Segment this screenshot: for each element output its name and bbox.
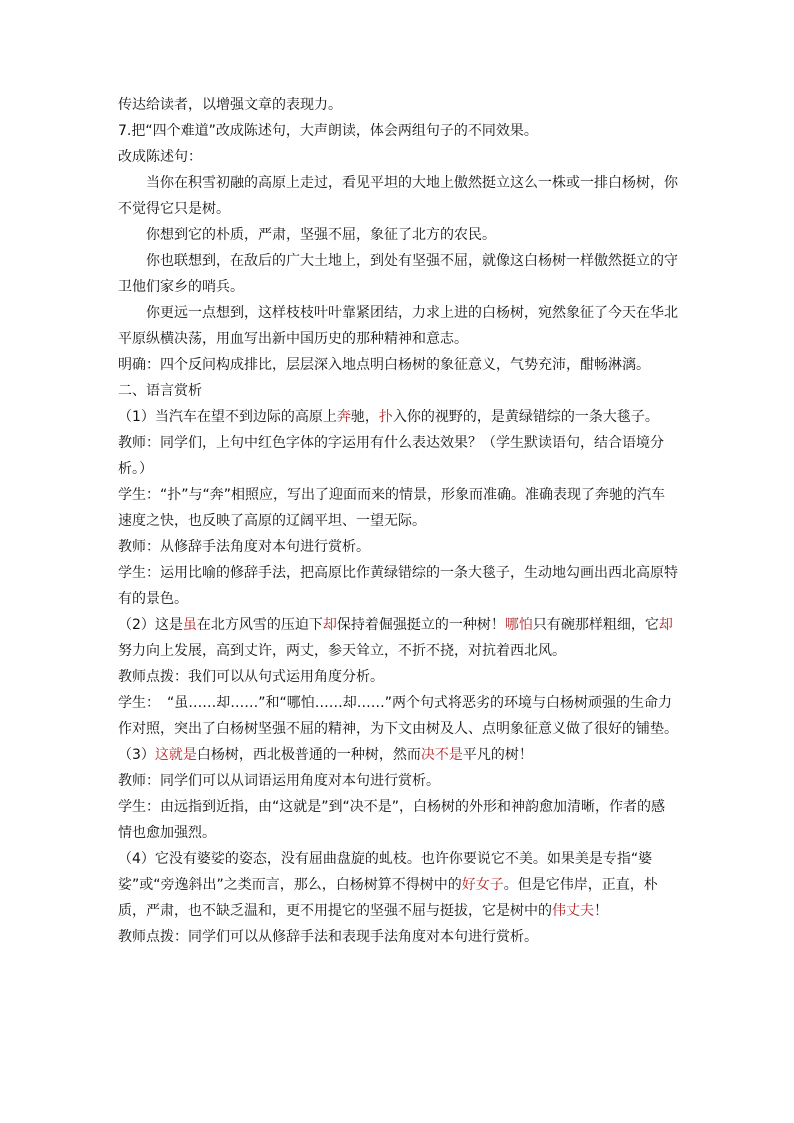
text: 只有碗那样粗细，它 bbox=[532, 617, 659, 633]
highlight-word: 好女子 bbox=[461, 877, 504, 893]
student-line: 学生：“扑”与“奔”相照应，写出了迎面而来的情景，形象而准确。准确表现了奔驰的汽车速度之快，也反映了高原的辽阔平坦、一望无际。 bbox=[118, 487, 666, 529]
text: 驰， bbox=[350, 409, 379, 425]
text: ！ bbox=[594, 903, 608, 919]
example-3 bbox=[118, 742, 678, 768]
section-heading: 二、语言赏析 bbox=[118, 383, 202, 399]
student-line: 学生：由远指到近指，由“这就是”到“决不是”，白杨树的外形和神韵愈加清晰，作者的感情也愈加强烈。 bbox=[118, 799, 666, 841]
text: 。但是它伟岸，正直，朴质，严肃，也不缺乏温和，更不用提它的坚强不屈与挺拔，它是树中的 bbox=[118, 877, 658, 919]
example-4 bbox=[118, 846, 678, 924]
teacher-line: 教师：从修辞手法角度对本句进行赏析。 bbox=[118, 539, 370, 555]
statement-3: 你也联想到，在敌后的广大土地上，到处有坚强不屈，就像这白杨树一样傲然挺立的守卫他们家乡的哨兵。 bbox=[118, 253, 678, 295]
statement-2: 你想到它的朴质，严肃，坚强不屈，象征了北方的农民。 bbox=[146, 227, 496, 243]
section-label: 改成陈述句： bbox=[118, 149, 202, 165]
document-page bbox=[118, 92, 678, 950]
highlight-word: 伟丈夫 bbox=[552, 903, 594, 919]
highlight-word: 扑 bbox=[378, 409, 393, 425]
text: 平凡的树！ bbox=[462, 747, 533, 763]
highlight-word: 这就是 bbox=[154, 747, 197, 763]
student-line: 学生： “虽……却……”和“哪怕……却……”两个句式将恶劣的环境与白杨树顽强的生命力作对照，突出了白杨树坚强不屈的精神，为下文由树及人、点明象征意义做了很好的铺垫。 bbox=[118, 695, 678, 737]
text: 保持着倔强挺立的一种树！ bbox=[336, 617, 505, 633]
conclusion: 明确：四个反问构成排比，层层深入地点明白杨树的象征意义，气势充沛，酣畅淋漓。 bbox=[118, 357, 650, 373]
statement-4: 你更远一点想到，这样枝枝叶叶靠紧团结，力求上进的白杨树，宛然象征了今天在华北平原纵横决荡，用血写出新中国历史的那种精神和意志。 bbox=[118, 305, 678, 347]
highlight-word: 决不是 bbox=[420, 747, 463, 763]
question-7: 7.把“四个难道”改成陈述句，大声朗读，体会两组句子的不同效果。 bbox=[118, 123, 538, 139]
teacher-line: 教师：同学们，上句中红色字体的字运用有什么表达效果？（学生默读语句，结合语境分析。） bbox=[118, 435, 664, 477]
text: （4）它没有婆娑的姿态，没有屈曲盘旋的虬枝。也许你要说它不美。如果美是专指“婆娑”或“旁逸斜出”之类而言，那么，白杨树算不得树中的 bbox=[118, 851, 653, 893]
teacher-line: 教师点拨：同学们可以从修辞手法和表现手法角度对本句进行赏析。 bbox=[118, 929, 538, 945]
teacher-line: 教师：同学们可以从词语运用角度对本句进行赏析。 bbox=[118, 773, 440, 789]
text: 入你的视野的，是黄绿错综的一条大毯子。 bbox=[392, 409, 659, 425]
highlight-word: 哪怕 bbox=[504, 617, 533, 633]
statement-1: 当你在积雪初融的高原上走过，看见平坦的大地上傲然挺立这么一株或一排白杨树，你不觉得它只是树。 bbox=[118, 175, 678, 217]
highlight-word: 却 bbox=[322, 617, 337, 633]
teacher-line: 教师点拨：我们可以从句式运用角度分析。 bbox=[118, 669, 384, 685]
highlight-word: 却 bbox=[658, 617, 673, 633]
highlight-word: 虽 bbox=[182, 617, 197, 633]
text: （3） bbox=[118, 747, 155, 763]
text: 白杨树，西北极普通的一种树，然而 bbox=[196, 747, 421, 763]
example-1 bbox=[118, 404, 678, 430]
text: （2）这是 bbox=[118, 617, 183, 633]
text: 在北方风雪的压迫下 bbox=[196, 617, 323, 633]
example-2 bbox=[118, 612, 678, 664]
text: 努力向上发展，高到丈许，两丈，参天耸立，不折不挠，对抗着西北风。 bbox=[118, 643, 566, 659]
student-line: 学生：运用比喻的修辞手法，把高原比作黄绿错综的一条大毯子，生动地勾画出西北高原特有的景色。 bbox=[118, 565, 678, 607]
paragraph-line: 传达给读者，以增强文章的表现力。 bbox=[118, 97, 342, 113]
text: （1）当汽车在望不到边际的高原上 bbox=[118, 409, 337, 425]
highlight-word: 奔 bbox=[336, 409, 351, 425]
